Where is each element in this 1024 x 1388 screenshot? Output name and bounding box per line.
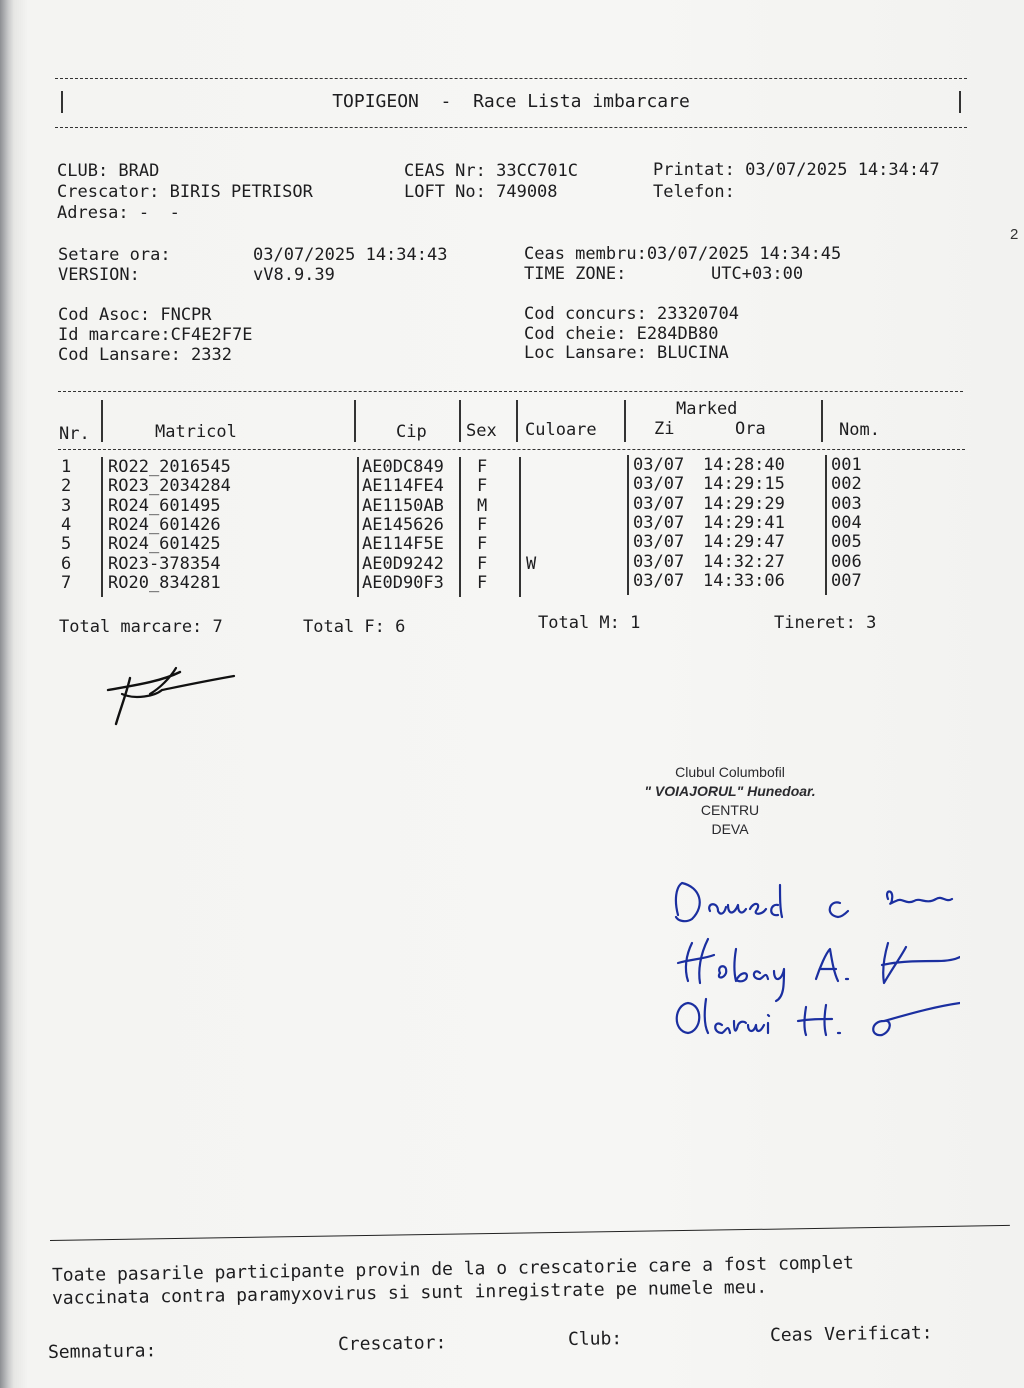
key-code: Cod cheie: E284DB80 xyxy=(524,324,719,344)
breeder-label: Crescator: xyxy=(337,1332,447,1355)
cell-ora: 14:29:41 xyxy=(703,512,785,533)
committee-signatures xyxy=(670,875,960,1050)
cell-nr: 5 xyxy=(61,534,72,555)
col-divider xyxy=(516,400,518,442)
setup-time-label: Setare ora: xyxy=(58,245,171,265)
marking-id: Id marcare:CF4E2F7E xyxy=(58,325,253,345)
col-header-sex: Sex xyxy=(466,421,497,441)
cell-sex: F xyxy=(477,553,488,574)
col-divider xyxy=(825,455,827,595)
cell-nom: 002 xyxy=(831,474,862,495)
cell-matricol: RO24_601495 xyxy=(108,495,221,516)
cell-nr: 4 xyxy=(61,514,72,535)
total-marked: Total marcare: 7 xyxy=(59,617,223,637)
cell-ora: 14:29:29 xyxy=(703,493,785,514)
cell-sex: F xyxy=(477,572,488,593)
total-female: Total F: 6 xyxy=(303,617,406,637)
contest-code: Cod concurs: 23320704 xyxy=(524,304,739,324)
col-divider xyxy=(354,400,356,442)
col-divider xyxy=(459,457,461,597)
report-header xyxy=(55,78,967,128)
cell-zi: 03/07 xyxy=(633,474,685,495)
col-divider xyxy=(519,457,521,597)
total-young: Tineret: 3 xyxy=(774,613,877,633)
cell-matricol: RO24_601425 xyxy=(108,534,221,555)
cell-cip: AE0D90F3 xyxy=(362,572,444,593)
cell-matricol: RO23-378354 xyxy=(108,553,221,574)
cell-nr: 7 xyxy=(61,572,72,593)
cell-matricol: RO24_601426 xyxy=(108,514,221,535)
signature-david xyxy=(676,883,952,921)
loft-number: LOFT No: 749008 xyxy=(404,182,558,202)
cell-nr: 3 xyxy=(61,495,72,516)
stamp-line-3: CENTRU xyxy=(700,802,760,818)
stamp-line-2: " VOIAJORUL" Hunedoar. xyxy=(644,783,816,799)
association-code: Cod Asoc: FNCPR xyxy=(58,305,212,325)
phone: Telefon: xyxy=(653,182,735,202)
cell-sex: F xyxy=(477,534,488,555)
col-divider xyxy=(357,457,359,597)
cell-zi: 03/07 xyxy=(633,455,685,475)
print-date: Printat: 03/07/2025 14:34:47 xyxy=(653,160,940,180)
signature-label: Semnatura: xyxy=(47,1340,157,1363)
version-value: vV8.9.39 xyxy=(253,265,335,285)
cell-cip: AE114FE4 xyxy=(362,476,444,497)
stamp-line-4: DEVA xyxy=(711,821,749,837)
page-edge-shadow xyxy=(0,0,14,1388)
cell-cip: AE0DC849 xyxy=(362,457,444,477)
cell-zi: 03/07 xyxy=(633,532,685,553)
vaccination-statement-line-1: Toate pasarile participante provin de la o crescatorie care a fost complet xyxy=(51,1252,855,1286)
cell-nom: 007 xyxy=(831,570,862,591)
cell-zi: 03/07 xyxy=(633,551,685,572)
col-header-nom: Nom. xyxy=(839,420,880,440)
col-header-marked: Marked xyxy=(676,399,738,419)
setup-time-value: 03/07/2025 14:34:43 xyxy=(253,245,448,265)
vaccination-statement-line-2: vaccinata contra paramyxovirus si sunt inregistrate pe numele meu. xyxy=(51,1276,768,1309)
cell-cip: AE0D9242 xyxy=(362,553,444,574)
cell-ora: 14:29:47 xyxy=(703,532,785,553)
col-divider xyxy=(459,400,461,442)
page-side-mark: 2 xyxy=(1010,226,1019,243)
member-clock: Ceas membru:03/07/2025 14:34:45 xyxy=(524,244,842,264)
cell-zi: 03/07 xyxy=(633,493,685,514)
cell-zi: 03/07 xyxy=(633,512,685,533)
cell-matricol: RO23_2034284 xyxy=(108,476,231,497)
time-zone-label: TIME ZONE: xyxy=(524,264,627,284)
cell-matricol: RO22_2016545 xyxy=(108,457,231,477)
clock-number: CEAS Nr: 33CC701C xyxy=(404,161,578,181)
cell-ora: 14:33:06 xyxy=(703,570,785,591)
cell-ora: 14:28:40 xyxy=(703,455,785,475)
cell-nom: 003 xyxy=(831,493,862,514)
cell-sex: F xyxy=(477,476,488,497)
cell-nom: 006 xyxy=(831,551,862,572)
table-header-rule xyxy=(58,449,965,450)
table-top-rule xyxy=(58,391,963,392)
col-header-matricol: Matricol xyxy=(155,422,237,442)
col-header-culoare: Culoare xyxy=(525,420,597,440)
cell-zi: 03/07 xyxy=(633,570,685,591)
release-location: Loc Lansare: BLUCINA xyxy=(524,343,729,363)
cell-cip: AE114F5E xyxy=(362,534,444,555)
time-zone-value: UTC+03:00 xyxy=(711,264,804,284)
cell-cip: AE1150AB xyxy=(362,495,444,516)
cell-ora: 14:32:27 xyxy=(703,551,785,572)
col-header-zi: Zi xyxy=(654,419,675,439)
cell-nom: 004 xyxy=(831,512,862,533)
col-divider xyxy=(101,400,103,442)
col-divider xyxy=(624,400,626,442)
cell-matricol: RO20_834281 xyxy=(108,572,221,593)
clock-verified-label: Ceas Verificat: xyxy=(769,1322,933,1346)
address: Adresa: - - xyxy=(57,203,180,223)
col-header-nr: Nr. xyxy=(59,424,90,444)
club-name: CLUB: BRAD xyxy=(57,161,160,181)
col-divider xyxy=(101,457,103,597)
cell-nom: 005 xyxy=(831,532,862,553)
release-code: Cod Lansare: 2332 xyxy=(58,345,232,365)
cell-nom: 001 xyxy=(831,455,862,475)
cell-sex: F xyxy=(477,457,488,477)
total-male: Total M: 1 xyxy=(538,613,641,633)
col-header-ora: Ora xyxy=(735,419,766,439)
signature-hoban xyxy=(678,939,960,1001)
cell-nr: 2 xyxy=(61,476,72,497)
cell-nr: 6 xyxy=(61,553,72,574)
breeder-signature xyxy=(100,660,240,730)
club-stamp xyxy=(600,763,860,839)
club-label: Club: xyxy=(567,1328,623,1350)
cell-ora: 14:29:15 xyxy=(703,474,785,495)
version-label: VERSION: xyxy=(58,265,140,285)
col-divider xyxy=(627,455,629,595)
cell-cip: AE145626 xyxy=(362,514,444,535)
cell-sex: F xyxy=(477,514,488,535)
stamp-line-1: Clubul Columbofil xyxy=(675,764,785,780)
signature-olarui xyxy=(677,999,960,1035)
cell-culoare: W xyxy=(526,553,537,574)
report-title: TOPIGEON - Race Lista imbarcare xyxy=(332,91,690,112)
cell-sex: M xyxy=(477,495,488,516)
breeder-name: Crescator: BIRIS PETRISOR xyxy=(57,182,313,202)
cell-nr: 1 xyxy=(61,457,72,477)
col-divider xyxy=(821,400,823,442)
col-header-cip: Cip xyxy=(396,422,427,442)
